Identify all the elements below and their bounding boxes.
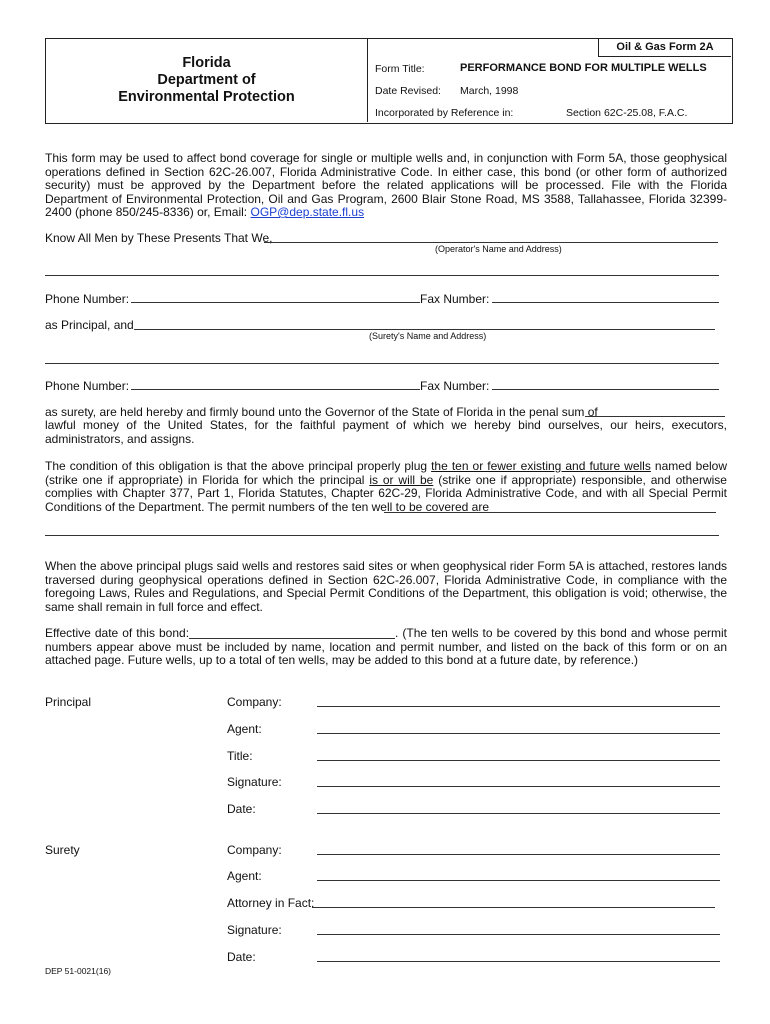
operator-lead: Know All Men by These Presents That We,: [45, 231, 273, 245]
plugs-paragraph: When the above principal plugs said wells and restores said sites or when geophysical rider Form 5A is attached, restores lands traversed during geophysical operations defined in Section 62C-26.007, Florida Administrative Code, in compliance with the foregoing Laws, Rules and Regulations, and Special Permit Conditions of the Department, this obligation is void; otherwise, the same shall remain in full force and effect.: [45, 559, 727, 614]
surety-caption: (Surety's Name and Address): [369, 331, 487, 341]
surety-date-label: Date:: [227, 950, 256, 964]
surety-phone-field[interactable]: [131, 389, 420, 390]
surety-fax-field[interactable]: [492, 389, 719, 390]
condition-underline1: the ten or fewer existing and future wells: [431, 459, 651, 473]
date-revised-label: Date Revised:: [375, 85, 441, 97]
agency-name: [45, 55, 368, 106]
surety-heading: Surety: [45, 843, 80, 857]
surety-fax-label: Fax Number:: [420, 379, 490, 393]
surety-company-label: Company:: [227, 843, 282, 857]
principal-date-label: Date:: [227, 802, 256, 816]
condition-part3: (strike one if appropriate) responsible, and otherwise complies with Chapter 377, Part 1, Florida Statutes, Chapter 62C-29, Florida Administrative Code, and with all Special Permit Conditions of the Department. The permit numbers of the ten well to be covered are: [45, 472, 727, 514]
surety-attorney-label: Attorney in Fact:: [227, 896, 315, 910]
principal-agent-field[interactable]: [317, 733, 720, 734]
form-number: Oil & Gas Form 2A: [598, 38, 731, 57]
principal-signature-field[interactable]: [317, 786, 720, 787]
effective-date-field[interactable]: [189, 638, 395, 639]
operator-caption: (Operator's Name and Address): [435, 244, 562, 254]
surety-agent-label: Agent:: [227, 869, 262, 883]
principal-signature-label: Signature:: [227, 775, 282, 789]
surety-agent-field[interactable]: [317, 880, 720, 881]
principal-agent-label: Agent:: [227, 722, 262, 736]
effective-paragraph: [45, 627, 727, 668]
form-title: PERFORMANCE BOND FOR MULTIPLE WELLS: [460, 62, 707, 74]
date-revised: March, 1998: [460, 85, 519, 97]
surety-date-field[interactable]: [317, 961, 720, 962]
penal-sum-field[interactable]: [585, 416, 725, 417]
surety-company-field[interactable]: [317, 854, 720, 855]
condition-underline2: is or will be: [369, 472, 434, 487]
condition-part2: named below (strike one if appropriate) in Florida for which the principal: [45, 459, 727, 487]
agency-line-3: Environmental Protection: [118, 89, 295, 105]
condition-paragraph: [45, 460, 727, 514]
email-link[interactable]: OGP@dep.state.fl.us: [250, 205, 365, 219]
principal-title-label: Title:: [227, 749, 253, 763]
incorporated-value: Section 62C-25.08, F.A.C.: [566, 107, 688, 119]
surety-attorney-field[interactable]: [312, 907, 715, 908]
intro-text: This form may be used to affect bond coverage for single or multiple wells and, in conjunction with Form 5A, those geophysical operations defined in Section 62C-26.007, Florida Administrative Code. In either case, this bond (or other form of authorized security) must be approved by the Department before the related applications will be processed. File with the Florida Department of Environmental Protection, Oil and Gas Program, 2600 Blair Stone Road, MS 3588, Tallahassee, Florida 32399-2400 (phone 850/245-8336) or, Email:: [45, 151, 727, 219]
principal-company-label: Company:: [227, 695, 282, 709]
principal-heading: Principal: [45, 695, 92, 709]
form-title-label: Form Title:: [375, 63, 425, 75]
principal-title-field[interactable]: [317, 760, 720, 761]
surety-address-field[interactable]: [45, 363, 719, 364]
permit-numbers-field-2[interactable]: [45, 535, 719, 536]
surety-signature-label: Signature:: [227, 923, 282, 937]
principal-date-field[interactable]: [317, 813, 720, 814]
agency-line-1: Florida: [182, 55, 231, 71]
operator-address-field[interactable]: [45, 275, 719, 276]
agency-line-2: Department of: [157, 72, 256, 88]
condition-part1: The condition of this obligation is that the above principal properly plug: [45, 459, 432, 473]
intro-paragraph: [45, 152, 727, 220]
incorporated-label: Incorporated by Reference in:: [375, 107, 514, 119]
surety-phone-label: Phone Number:: [45, 379, 130, 393]
effective-lead: Effective date of this bond:: [45, 626, 190, 640]
principal-lead: as Principal, and: [45, 318, 134, 332]
form-id: DEP 51-0021(16): [45, 966, 111, 976]
operator-phone-label: Phone Number:: [45, 292, 130, 306]
surety-para-rest: lawful money of the United States, for the faithful payment of which we hereby bind ourselves, our heirs, executors, administrators, and assigns.: [45, 418, 727, 446]
principal-company-field[interactable]: [317, 706, 720, 707]
operator-phone-field[interactable]: [131, 302, 420, 303]
operator-fax-field[interactable]: [492, 302, 719, 303]
surety-signature-field[interactable]: [317, 934, 720, 935]
surety-name-field[interactable]: [134, 329, 715, 330]
permit-numbers-field[interactable]: [384, 512, 716, 513]
effective-rest: . (The ten wells to be covered by this bond and whose permit numbers appear above must be included by name, location and permit number, and listed on the back of this form or on an attached page. Future wells, up to a total of ten wells, may be added to this bond at a future date, by reference.): [45, 626, 727, 667]
operator-fax-label: Fax Number:: [420, 292, 490, 306]
operator-name-field[interactable]: [264, 242, 718, 243]
surety-para-line1: as surety, are held hereby and firmly bound unto the Governor of the State of Florida in the penal sum of: [45, 405, 598, 419]
